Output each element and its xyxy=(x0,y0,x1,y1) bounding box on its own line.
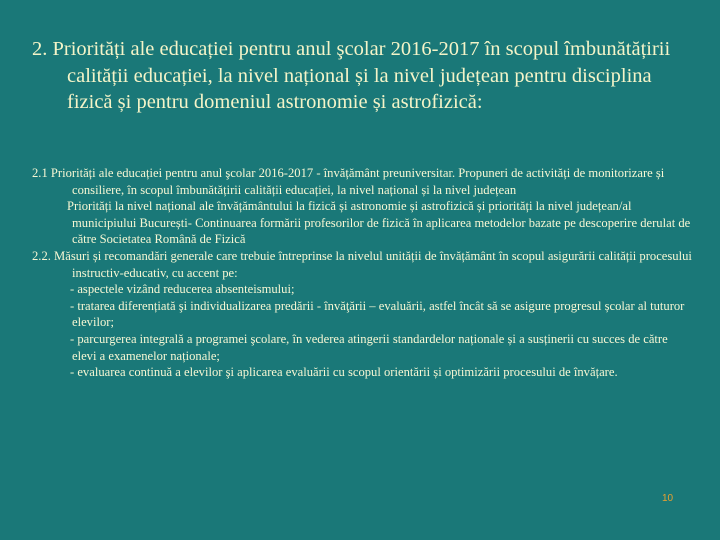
list-item-curriculum: - parcurgerea integrală a programei şcolare, în vederea atingerii standardelor naționale și a susținerii cu succes de către elevi a examenelor naționale; xyxy=(70,331,668,363)
paragraph-2-1: 2.1 Priorități ale educației pentru anul şcolar 2016-2017 - învățământ preuniversitar. Propuneri de activități de monitorizare și consiliere, în scopul îmbunătățirii calității educației, la nivel național și la nivel județean xyxy=(32,166,665,197)
list-item-continuous-evaluation: - evaluarea continuă a elevilor şi aplicarea evaluării cu scopul orientării și optimizării procesului de învățare. xyxy=(70,365,618,380)
slide-body xyxy=(32,165,692,381)
paragraph-2-2: 2.2. Măsuri și recomandări generale care trebuie întreprinse la nivelul unității de învățământ în scopul asigurării calității procesului instructiv-educativ, cu accent pe: xyxy=(32,248,692,280)
paragraph-2-1-priorities: Priorități la nivel național ale învățământului la fizică și astronomie și astrofizică și priorități la nivel județean/al municipiului București- Continuarea formării profesorilor de fizică în aplicarea metodelor bazate pe descoperire derulat de către Societatea Română de Fizică xyxy=(67,199,691,247)
page-number: 10 xyxy=(662,493,674,504)
slide-heading: 2. Priorități ale educației pentru anul şcolar 2016-2017 în scopul îmbunătățirii calității educației, la nivel național și la nivel județean pentru disciplina fizică și pentru domeniul astronomie și astrofizică: xyxy=(32,38,671,113)
list-item-absenteeism: - aspectele vizând reducerea absenteismului; xyxy=(70,282,295,297)
list-item-differentiated-teaching: - tratarea diferențiată şi individualizarea predării - învăţării – evaluării, astfel încât să se asigure progresul școlar al tuturor elevilor; xyxy=(70,298,685,330)
